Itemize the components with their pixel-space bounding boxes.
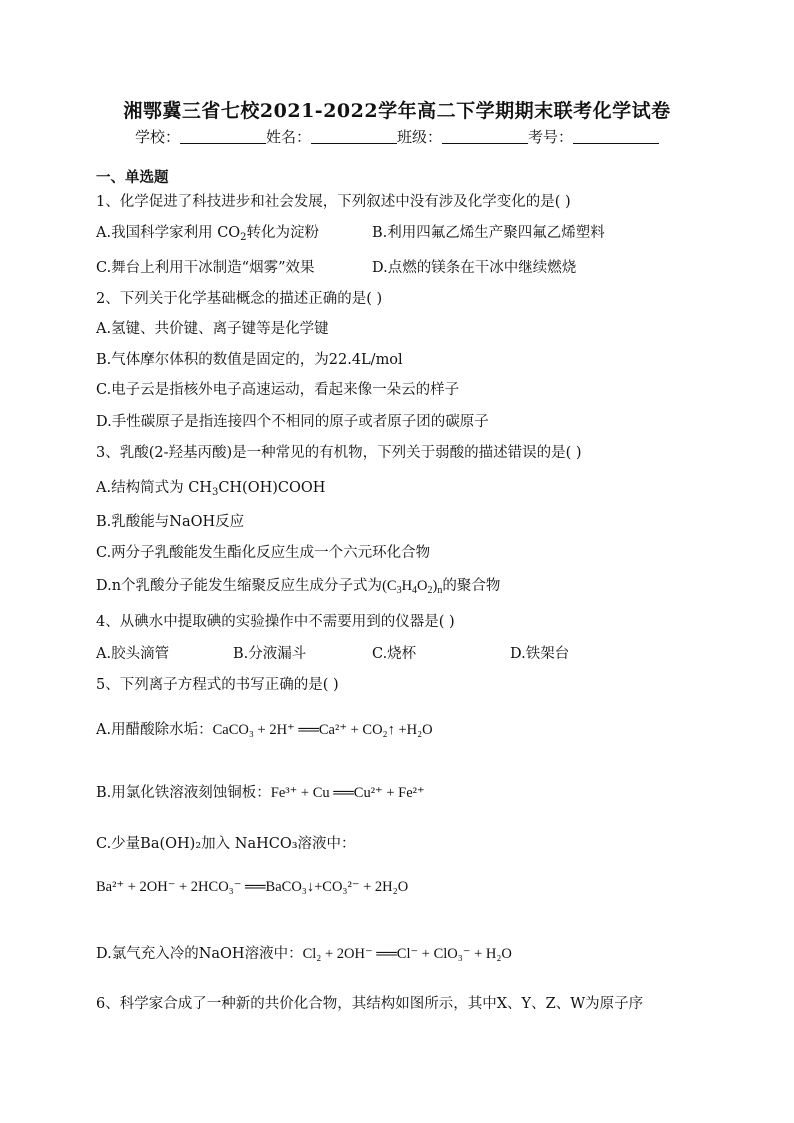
question-4-stem: 4、从碘水中提取碘的实验操作中不需要用到的仪器是( ) [96,614,455,630]
page-title: 湘鄂冀三省七校2021-2022学年高二下学期期末联考化学试卷 [123,100,671,122]
class-label: 班级： [397,128,443,146]
q5-option-b: B.用氯化铁溶液刻蚀铜板：Fe³⁺ + Cu ══Cu²⁺ + Fe²⁺ [96,785,425,801]
question-6-stem: 6、科学家合成了一种新的共价化合物，其结构如图所示，其中X、Y、Z、W为原子序 [96,996,644,1012]
q4-option-d: D.铁架台 [510,646,570,662]
q3-option-c: C.两分子乳酸能发生酯化反应生成一个六元环化合物 [96,545,431,561]
question-3-stem: 3、乳酸(2-羟基丙酸)是一种常见的有机物，下列关于弱酸的描述错误的是( ) [96,445,582,461]
question-5-stem: 5、下列离子方程式的书写正确的是( ) [96,677,339,693]
q1-option-a: A.我国科学家利用 $CO_2$转化为淀粉 [96,225,320,243]
class-blank[interactable] [442,129,528,144]
number-label: 考号： [528,128,574,146]
q5-option-a: A.用醋酸除水垢：CaCO₃ + 2H⁺ ══Ca²⁺ + CO₂↑ +H₂O [96,722,433,738]
q2-option-a: A.氢键、共价键、离子键等是化学键 [96,321,329,337]
q4-option-a: A.胶头滴管 [96,646,170,662]
q3-option-d: D.n个乳酸分子能发生缩聚反应生成分子式为$(C_3H_4O_2)_n$的聚合物 [96,578,501,596]
equation-d: Cl₂ + 2OH⁻ ══Cl⁻ + ClO₃⁻ + H₂O [302,946,512,962]
q4-option-b: B.分液漏斗 [233,646,307,662]
q2-option-d: D.手性碳原子是指连接四个不相同的原子或者原子团的碳原子 [96,414,489,430]
question-1-stem: 1、化学促进了科技进步和社会发展，下列叙述中没有涉及化学变化的是( ) [96,194,571,210]
number-blank[interactable] [573,129,659,144]
school-label: 学校： [134,128,180,146]
q4-option-c: C.烧杯 [372,646,417,662]
q3-option-a: A.结构简式为 $CH_3CH(OH)COOH$ [96,480,326,498]
q5-option-c: C.少量Ba(OH)₂加入 NaHCO₃溶液中： [96,836,356,852]
section-heading: 一、单选题 [96,169,169,186]
equation-b: Fe³⁺ + Cu ══Cu²⁺ + Fe²⁺ [270,785,425,801]
name-label: 姓名： [265,128,311,146]
polymer-formula: $(C_3H_4O_2)_n$ [382,578,443,596]
q3-option-b: B.乳酸能与NaOH反应 [96,514,245,530]
question-2-stem: 2、下列关于化学基础概念的描述正确的是( ) [96,291,383,307]
school-blank[interactable] [180,129,266,144]
name-blank[interactable] [311,129,397,144]
student-info-line [0,126,794,147]
q1-option-d: D.点燃的镁条在干冰中继续燃烧 [372,260,577,276]
q5-option-d: D.氯气充入冷的NaOH溶液中：Cl₂ + 2OH⁻ ══Cl⁻ + ClO₃⁻ + H₂O [96,946,512,962]
q1-option-c: C.舞台上利用干冰制造“烟雾”效果 [96,260,315,276]
q2-option-c: C.电子云是指核外电子高速运动，看起来像一朵云的样子 [96,382,460,398]
q1-option-b: B.利用四氟乙烯生产聚四氟乙烯塑料 [372,225,605,241]
q2-option-b: B.气体摩尔体积的数值是固定的，为22.4L/mol [96,352,403,368]
equation-c: Ba²⁺ + 2OH⁻ + 2HCO₃⁻ ══BaCO₃↓+CO₃²⁻ + 2H₂O [96,879,409,895]
equation-a: CaCO₃ + 2H⁺ ══Ca²⁺ + CO₂↑ +H₂O [212,722,433,738]
